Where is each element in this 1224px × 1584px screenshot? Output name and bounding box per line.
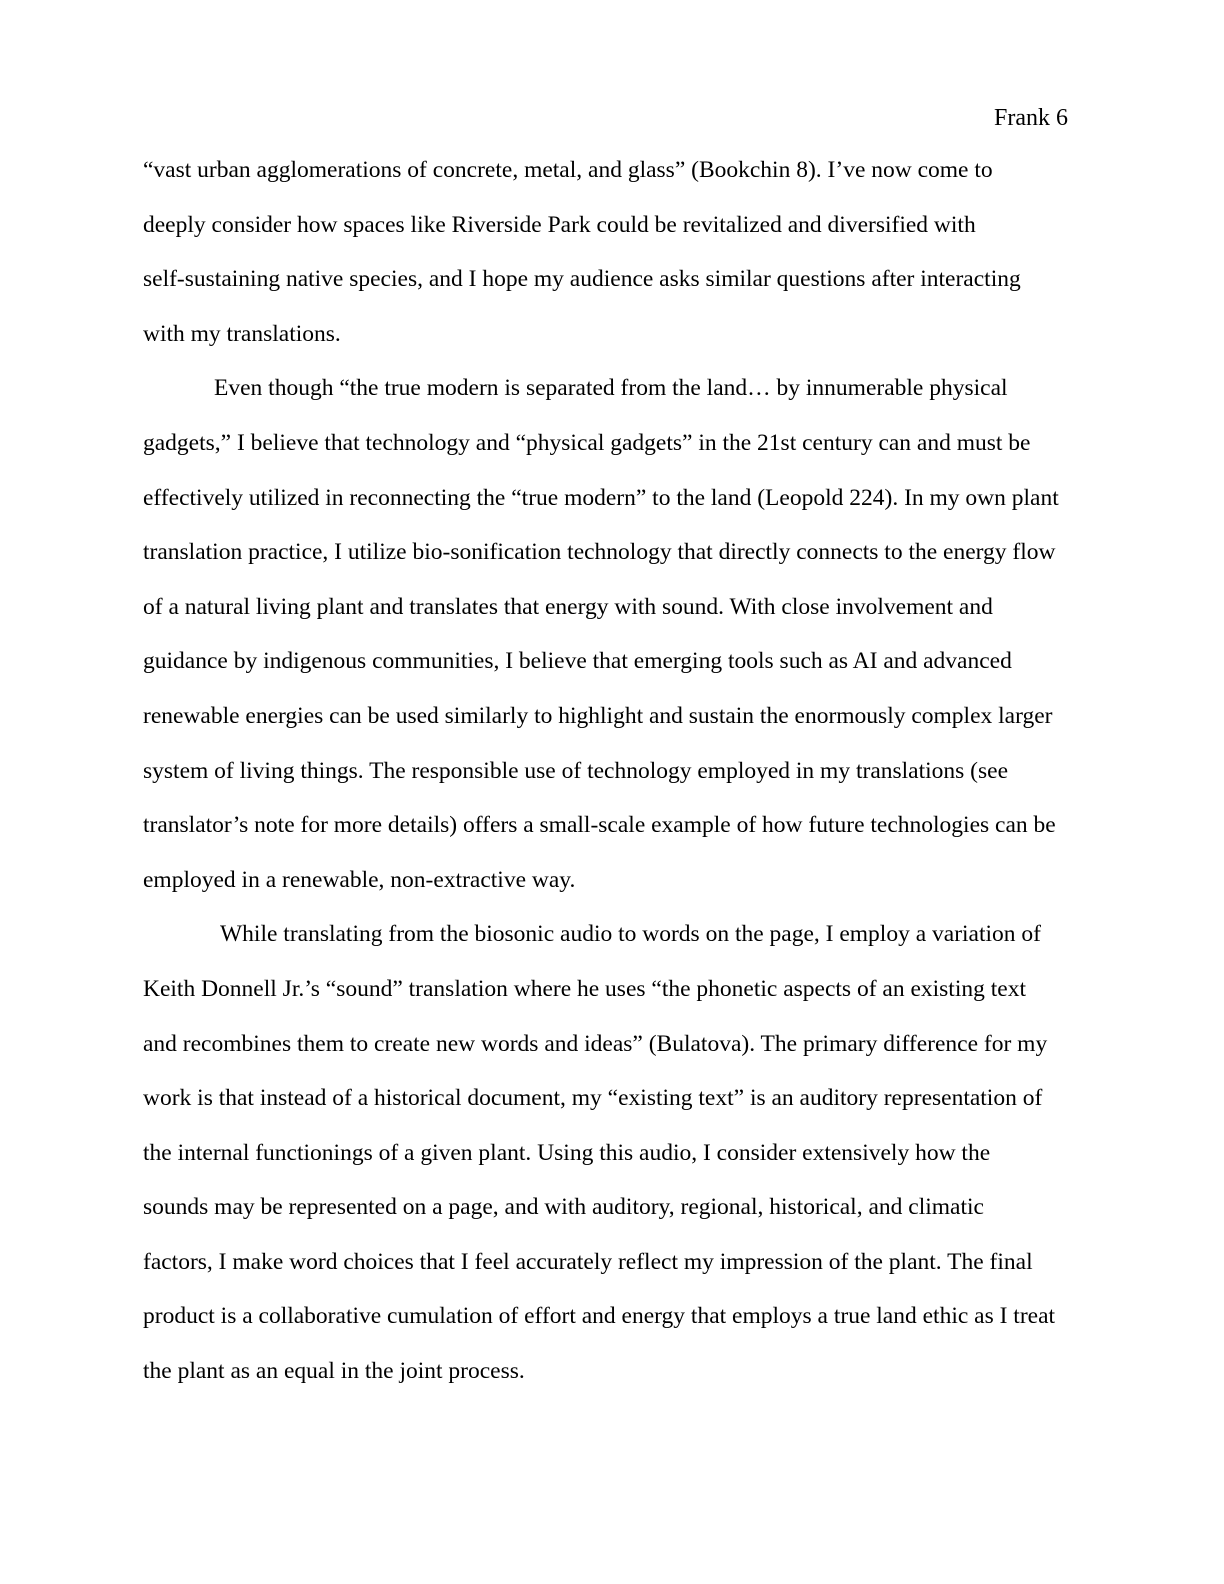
paragraph-2-line-9: translator’s note for more details) offers a small-scale example of how future technologies can be bbox=[143, 812, 1056, 839]
paragraph-2-line-4: translation practice, I utilize bio-sonification technology that directly connects to the energy flow bbox=[143, 539, 1056, 566]
paragraph-2-line-8: system of living things. The responsible use of technology employed in my translations (see bbox=[143, 757, 1009, 784]
page-header-running-head: Frank 6 bbox=[994, 105, 1068, 131]
paragraph-2-line-3: effectively utilized in reconnecting the “true modern” to the land (Leopold 224). In my own plant bbox=[143, 484, 1059, 511]
paragraph-2-line-2: gadgets,” I believe that technology and “physical gadgets” in the 21st century can and must be bbox=[143, 429, 1031, 456]
paragraph-3-line-9: the plant as an equal in the joint process. bbox=[143, 1358, 525, 1385]
paragraph-3-line-2: Keith Donnell Jr.’s “sound” translation where he uses “the phonetic aspects of an existing text bbox=[143, 975, 1026, 1002]
body-text bbox=[143, 143, 1083, 1399]
paragraph-2-line-6: guidance by indigenous communities, I believe that emerging tools such as AI and advanced bbox=[143, 648, 1012, 675]
paragraph-3-line-4: work is that instead of a historical document, my “existing text” is an auditory representation of bbox=[143, 1085, 1043, 1112]
paragraph-2-line-7: renewable energies can be used similarly to highlight and sustain the enormously complex larger bbox=[143, 702, 1053, 729]
paragraph-3-line-7: factors, I make word choices that I feel accurately reflect my impression of the plant. The final bbox=[143, 1248, 1033, 1275]
paragraph-1-line-1: “vast urban agglomerations of concrete, metal, and glass” (Bookchin 8). I’ve now come to bbox=[143, 157, 993, 183]
paragraph-3-line-8: product is a collaborative cumulation of effort and energy that employs a true land ethic as I treat bbox=[143, 1303, 1056, 1330]
paragraph-1-line-4: with my translations. bbox=[143, 320, 341, 347]
paragraph-1-line-2: deeply consider how spaces like Riverside Park could be revitalized and diversified with bbox=[143, 211, 976, 238]
paragraph-3-line-3: and recombines them to create new words and ideas” (Bulatova). The primary difference for my bbox=[143, 1030, 1048, 1057]
paragraph-2-line-1: Even though “the true modern is separated from the land… by innumerable physical bbox=[214, 375, 1008, 402]
paragraph-2-line-5: of a natural living plant and translates that energy with sound. With close involvement and bbox=[143, 593, 993, 620]
paragraph-2-line-10: employed in a renewable, non-extractive way. bbox=[143, 866, 576, 893]
paragraph-3-line-6: sounds may be represented on a page, and with auditory, regional, historical, and climatic bbox=[143, 1194, 984, 1221]
paragraph-3-line-1: While translating from the biosonic audio to words on the page, I employ a variation of bbox=[220, 921, 1041, 948]
paragraph-3-line-5: the internal functionings of a given plant. Using this audio, I consider extensively how the bbox=[143, 1139, 991, 1166]
paragraph-1-line-3: self-sustaining native species, and I hope my audience asks similar questions after interacting bbox=[143, 266, 1021, 293]
